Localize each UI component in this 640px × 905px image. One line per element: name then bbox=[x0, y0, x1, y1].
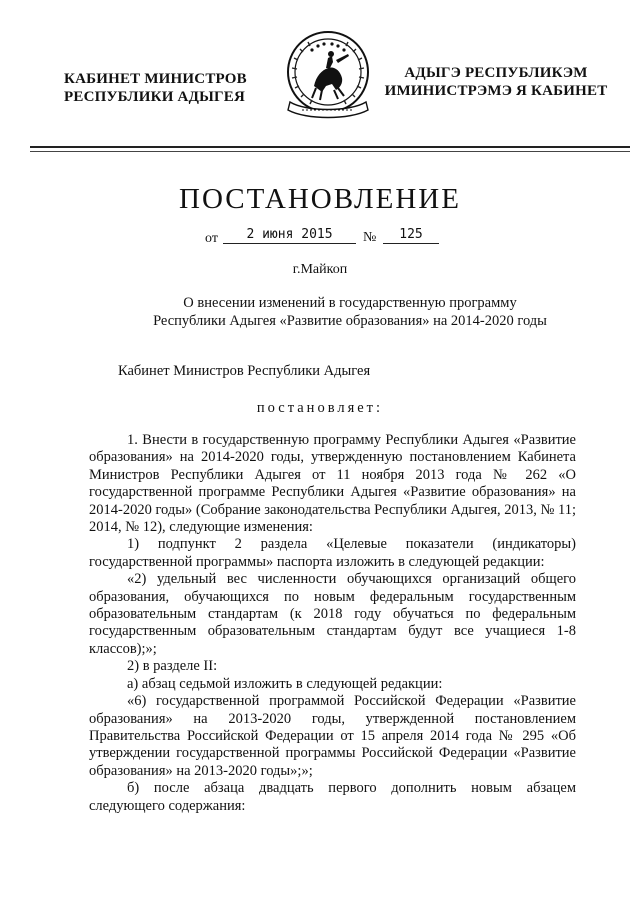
header-left-line2: РЕСПУБЛИКИ АДЫГЕЯ bbox=[64, 89, 246, 105]
date-prefix: от bbox=[205, 231, 218, 246]
paragraph-3: «2) удельный вес численности обучающихся организаций общего образования, обучающихся по новым федеральным государственным образовательным стандартам (к 2018 году обучаться по федеральным государственным образовательным стандартам будут все учащиеся 1-8 классов);»; bbox=[89, 571, 576, 657]
paragraph-6: «6) государственной программой Российской Федерации «Развитие образования» на 2013-2020 годы, утвержденной постановлением Правительства Российской Федерации от 15 апреля 2014 года № 295 «Об утверждении государственной программы Российской Федерации «Развитие образования» на 2013-2020 годы»;»; bbox=[89, 693, 576, 779]
document-issuer: Кабинет Министров Республики Адыгея bbox=[118, 363, 371, 379]
paragraph-2: 1) подпункт 2 раздела «Целевые показатели (индикаторы) государственной программы» паспорта изложить в следующей редакции: bbox=[89, 536, 576, 570]
header-divider-thick bbox=[30, 146, 630, 148]
paragraph-1: 1. Внести в государственную программу Республики Адыгея «Развитие образования» на 2014-2020 годы, утвержденную постановлением Кабинета Министров Республики Адыгея от 11 ноября 2013 года № 262 «О государственной программе Республики Адыгея «Развитие образования» на 2014-2020 годы» (Собрание законодательства Республики Адыгея, 2013, № 11; 2014, № 12), следующие изменения: bbox=[89, 432, 576, 536]
document-city: г.Майкоп bbox=[292, 262, 348, 277]
paragraph-7: б) после абзаца двадцать первого дополнить новым абзацем следующего содержания: bbox=[89, 780, 576, 814]
subject-line2: Республики Адыгея «Развитие образования» на 2014-2020 годы bbox=[153, 313, 547, 329]
header-right-line1: АДЫГЭ РЕСПУБЛИКЭМ bbox=[404, 65, 588, 81]
document-number: 125 bbox=[383, 226, 439, 244]
document-date: 2 июня 2015 bbox=[223, 226, 356, 244]
header-right-line2: ИМИНИСТРЭМЭ Я КАБИНЕТ bbox=[384, 83, 608, 99]
header-left-line1: КАБИНЕТ МИНИСТРОВ bbox=[64, 71, 247, 87]
document-title: ПОСТАНОВЛЕНИЕ bbox=[179, 183, 461, 215]
date-number-line bbox=[205, 226, 465, 246]
paragraph-5: а) абзац седьмой изложить в следующей редакции: bbox=[127, 675, 443, 692]
number-sign: № bbox=[363, 230, 377, 245]
coat-of-arms-icon bbox=[276, 28, 380, 128]
subject-line1: О внесении изменений в государственную программу bbox=[183, 295, 517, 311]
document-body bbox=[89, 432, 576, 815]
document-subject bbox=[110, 294, 590, 330]
header-divider-thin bbox=[30, 151, 630, 152]
decree-word: постановляет: bbox=[256, 400, 384, 416]
header-left bbox=[64, 70, 284, 106]
header-right bbox=[380, 64, 612, 100]
paragraph-4: 2) в разделе II: bbox=[127, 658, 218, 675]
